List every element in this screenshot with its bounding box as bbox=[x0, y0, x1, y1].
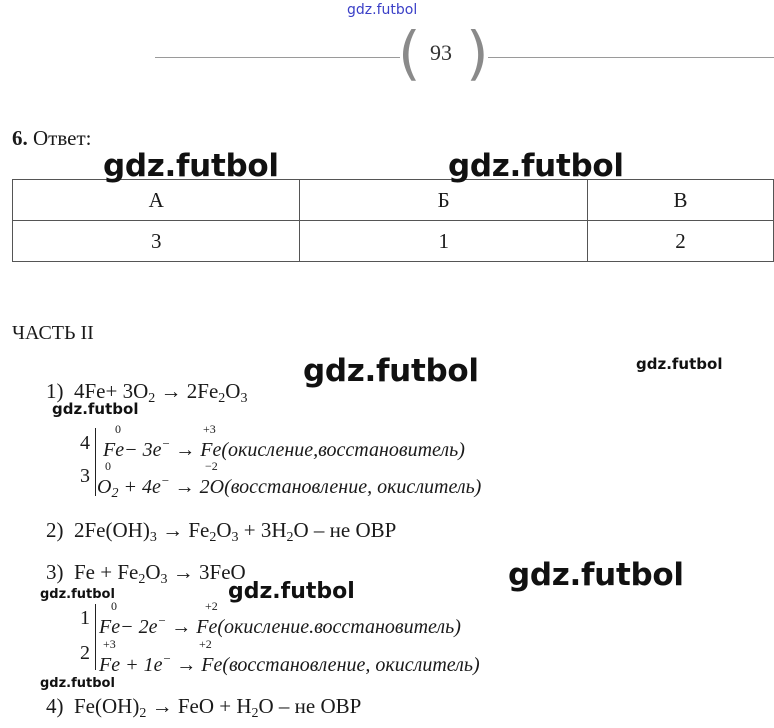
half-note: (окисление,восстановитель) bbox=[221, 439, 465, 461]
electron-charge: − bbox=[160, 473, 170, 488]
page-number-bracket-right: ) bbox=[466, 19, 489, 87]
eq-subscript: 3 bbox=[240, 391, 248, 406]
watermark: gdz.futbol bbox=[40, 676, 115, 691]
half-rhs: O bbox=[209, 476, 225, 498]
eq-subscript: 2 bbox=[111, 486, 119, 501]
eq-subscript: 2 bbox=[251, 706, 259, 721]
arrow: → bbox=[176, 654, 197, 676]
eq-text: → Fe bbox=[156, 518, 210, 542]
equation-3 bbox=[46, 560, 246, 588]
eq-text: O bbox=[216, 518, 232, 542]
oxidation-state: 0 bbox=[111, 599, 117, 613]
half-lhs: Fe− 2e bbox=[99, 616, 158, 638]
eq-text: Fe(OH) bbox=[74, 694, 140, 718]
eq-text: → 2Fe bbox=[155, 379, 219, 403]
equation-4 bbox=[46, 694, 361, 722]
watermark: gdz.futbol bbox=[228, 579, 355, 604]
oxidation-state: +3 bbox=[103, 637, 116, 651]
half-rhs: Fe bbox=[200, 439, 222, 461]
eq-text: + 3H bbox=[238, 518, 287, 542]
half-rhs: 2 bbox=[199, 476, 210, 498]
electron-charge: − bbox=[157, 613, 167, 628]
watermark: gdz.futbol bbox=[52, 400, 139, 418]
answer-value-b: 1 bbox=[300, 221, 587, 262]
eq-text: O bbox=[225, 379, 241, 403]
equation-1 bbox=[46, 379, 247, 407]
half-reaction-3 bbox=[99, 599, 461, 639]
header-rule-left bbox=[155, 57, 400, 58]
half-lhs: O bbox=[97, 476, 112, 498]
eq-subscript: 2 bbox=[286, 530, 294, 545]
header-rule-right bbox=[488, 57, 774, 58]
balance-bar bbox=[95, 428, 96, 496]
eq-subscript: 2 bbox=[138, 572, 146, 587]
item-number: 3) bbox=[46, 560, 64, 584]
answer-table-header-row bbox=[13, 180, 774, 221]
electron-charge: − bbox=[162, 651, 172, 666]
balance-coefficient: 2 bbox=[80, 642, 90, 664]
half-lhs: + 4e bbox=[118, 476, 161, 498]
eq-subscript: 2 bbox=[218, 391, 226, 406]
eq-subscript: 3 bbox=[160, 572, 168, 587]
item-number: 4) bbox=[46, 694, 64, 718]
arrow: → bbox=[174, 476, 195, 498]
balance-bar bbox=[95, 604, 96, 670]
eq-subscript: 2 bbox=[148, 391, 156, 406]
eq-text: 2Fe(OH) bbox=[74, 518, 150, 542]
watermark: gdz.futbol bbox=[103, 148, 279, 184]
equation-2 bbox=[46, 518, 396, 546]
half-lhs: Fe− 3e bbox=[103, 439, 162, 461]
balance-coefficient: 3 bbox=[80, 465, 90, 487]
item-number: 2) bbox=[46, 518, 64, 542]
watermark: gdz.futbol bbox=[448, 148, 624, 184]
watermark: gdz.futbol bbox=[636, 355, 723, 373]
oxidation-state: 0 bbox=[115, 422, 121, 436]
answer-value-v: 2 bbox=[587, 221, 773, 262]
oxidation-state: 0 bbox=[105, 459, 111, 473]
eq-text: 4Fe+ 3O bbox=[74, 379, 149, 403]
half-reaction-4 bbox=[99, 637, 480, 677]
half-lhs: Fe + 1e bbox=[99, 654, 163, 676]
oxidation-state: −2 bbox=[205, 459, 218, 473]
eq-text: O – не ОВР bbox=[258, 694, 362, 718]
page-number: 93 bbox=[430, 40, 452, 65]
balance-coefficient: 1 bbox=[80, 607, 90, 629]
eq-text: → FeO + H bbox=[146, 694, 252, 718]
eq-subscript: 2 bbox=[209, 530, 217, 545]
eq-text: Fe + Fe bbox=[74, 560, 139, 584]
watermark: gdz.futbol bbox=[40, 587, 115, 602]
half-rhs: Fe bbox=[201, 654, 223, 676]
eq-subscript: 2 bbox=[139, 706, 147, 721]
half-reaction-1 bbox=[103, 422, 465, 462]
item-number: 1) bbox=[46, 379, 64, 403]
answer-value-a: 3 bbox=[13, 221, 300, 262]
oxidation-state: +2 bbox=[205, 599, 218, 613]
electron-charge: − bbox=[161, 436, 171, 451]
eq-text: O – не ОВР bbox=[293, 518, 397, 542]
answer-table bbox=[12, 179, 774, 262]
balance-coefficient: 4 bbox=[80, 432, 90, 454]
question-heading bbox=[12, 126, 91, 151]
half-note: (восстановление, окислитель) bbox=[224, 476, 482, 498]
half-reaction-2 bbox=[97, 459, 482, 502]
answer-header-a: А bbox=[13, 180, 300, 221]
answer-header-v: В bbox=[587, 180, 773, 221]
half-rhs: Fe bbox=[196, 616, 218, 638]
half-note: (восстановление, окислитель) bbox=[222, 654, 480, 676]
page-number-bracket-left: ( bbox=[398, 19, 421, 87]
answer-header-b: Б bbox=[300, 180, 587, 221]
part-title: ЧАСТЬ II bbox=[12, 322, 94, 344]
eq-subscript: 3 bbox=[231, 530, 239, 545]
oxidation-state: +2 bbox=[199, 637, 212, 651]
header-watermark: gdz.futbol bbox=[347, 2, 418, 18]
arrow: → bbox=[175, 439, 196, 461]
arrow: → bbox=[171, 616, 192, 638]
oxidation-state: +3 bbox=[203, 422, 216, 436]
question-number: 6. bbox=[12, 126, 28, 150]
eq-text: → 3FeO bbox=[167, 560, 246, 584]
half-note: (окисление.восстановитель) bbox=[217, 616, 461, 638]
answer-table-value-row bbox=[13, 221, 774, 262]
eq-subscript: 3 bbox=[149, 530, 157, 545]
eq-text: O bbox=[145, 560, 161, 584]
question-label: Ответ: bbox=[33, 126, 92, 150]
watermark: gdz.futbol bbox=[303, 353, 479, 389]
watermark: gdz.futbol bbox=[508, 557, 684, 593]
